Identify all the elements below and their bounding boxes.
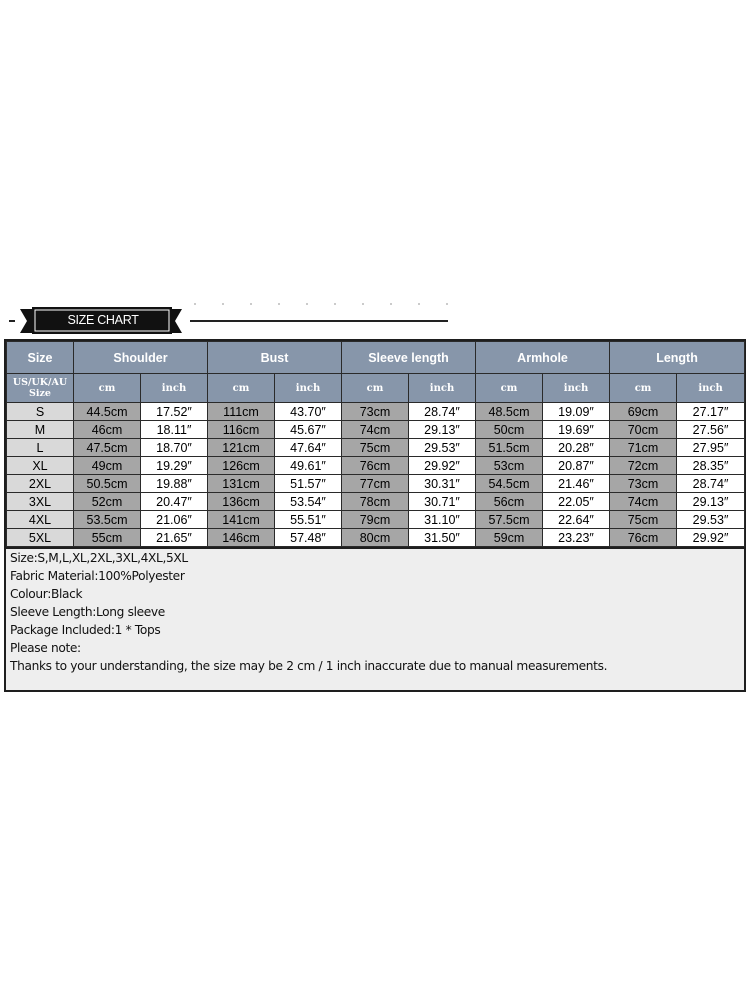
cell-armhole-cm: 59cm [476,529,543,547]
note-colour: Colour:Black [10,587,83,601]
note-fabric: Fabric Material:100%Polyester [10,569,185,583]
cell-sleeve-cm: 77cm [342,475,409,493]
cell-shoulder-inch: 18.70″ [141,439,208,457]
cell-sleeve-inch: 31.50″ [409,529,476,547]
header-shoulder: Shoulder [74,342,208,374]
cell-shoulder-inch: 20.47″ [141,493,208,511]
note-package: Package Included:1 * Tops [10,623,161,637]
unit-cm: cm [342,374,409,403]
cell-shoulder-inch: 21.65″ [141,529,208,547]
table-row [7,421,745,439]
cell-armhole-inch: 22.64″ [543,511,610,529]
cell-bust-inch: 47.64″ [275,439,342,457]
cell-bust-inch: 49.61″ [275,457,342,475]
cell-sleeve-cm: 78cm [342,493,409,511]
cell-bust-cm: 126cm [208,457,275,475]
cell-armhole-inch: 22.05″ [543,493,610,511]
table-row [7,511,745,529]
cell-armhole-inch: 21.46″ [543,475,610,493]
cell-armhole-inch: 23.23″ [543,529,610,547]
cell-length-cm: 75cm [610,511,677,529]
cell-shoulder-cm: 46cm [74,421,141,439]
cell-bust-cm: 111cm [208,403,275,421]
cell-sleeve-inch: 29.13″ [409,421,476,439]
product-notes [6,547,744,690]
table-row [7,529,745,547]
table-row [7,475,745,493]
cell-length-cm: 74cm [610,493,677,511]
cell-bust-inch: 45.67″ [275,421,342,439]
cell-armhole-cm: 54.5cm [476,475,543,493]
cell-size: 4XL [7,511,74,529]
banner-title: SIZE CHART [67,313,139,327]
cell-armhole-inch: 20.28″ [543,439,610,457]
cell-size: S [7,403,74,421]
cell-shoulder-inch: 19.29″ [141,457,208,475]
cell-shoulder-inch: 21.06″ [141,511,208,529]
cell-bust-cm: 131cm [208,475,275,493]
table-row [7,439,745,457]
cell-bust-inch: 43.70″ [275,403,342,421]
cell-size: M [7,421,74,439]
cell-bust-inch: 53.54″ [275,493,342,511]
table-row [7,493,745,511]
unit-inch: inch [141,374,208,403]
unit-cm: cm [74,374,141,403]
banner-left-dash [9,320,15,322]
cell-length-inch: 27.56″ [677,421,745,439]
cell-bust-cm: 116cm [208,421,275,439]
cell-length-cm: 70cm [610,421,677,439]
cell-bust-cm: 141cm [208,511,275,529]
cell-sleeve-inch: 30.31″ [409,475,476,493]
cell-size: 2XL [7,475,74,493]
cell-sleeve-cm: 73cm [342,403,409,421]
cell-length-inch: 29.92″ [677,529,745,547]
cell-length-inch: 28.74″ [677,475,745,493]
header-bust: Bust [208,342,342,374]
header-armhole: Armhole [476,342,610,374]
note-sleeve-length: Sleeve Length:Long sleeve [10,605,165,619]
cell-shoulder-inch: 18.11″ [141,421,208,439]
unit-inch: inch [677,374,745,403]
cell-armhole-cm: 50cm [476,421,543,439]
cell-armhole-cm: 48.5cm [476,403,543,421]
cell-length-cm: 73cm [610,475,677,493]
cell-sleeve-inch: 31.10″ [409,511,476,529]
cell-shoulder-cm: 49cm [74,457,141,475]
size-subheader: US/UK/AU Size [7,374,74,403]
cell-bust-cm: 121cm [208,439,275,457]
cell-armhole-cm: 51.5cm [476,439,543,457]
cell-length-inch: 27.17″ [677,403,745,421]
cell-sleeve-inch: 30.71″ [409,493,476,511]
header-size: Size [7,342,74,374]
cell-armhole-inch: 20.87″ [543,457,610,475]
note-please-note: Please note: [10,641,81,655]
cell-sleeve-cm: 76cm [342,457,409,475]
cell-length-inch: 29.13″ [677,493,745,511]
cell-sleeve-cm: 79cm [342,511,409,529]
note-sizes: Size:S,M,L,XL,2XL,3XL,4XL,5XL [10,551,188,565]
cell-sleeve-inch: 29.53″ [409,439,476,457]
size-chart-banner [0,306,470,336]
table-row [7,457,745,475]
cell-shoulder-cm: 47.5cm [74,439,141,457]
cell-bust-inch: 55.51″ [275,511,342,529]
unit-row [7,374,745,403]
cell-armhole-inch: 19.09″ [543,403,610,421]
table-row [7,403,745,421]
unit-inch: inch [409,374,476,403]
cell-sleeve-inch: 29.92″ [409,457,476,475]
cell-length-inch: 29.53″ [677,511,745,529]
cell-sleeve-cm: 75cm [342,439,409,457]
cell-size: 5XL [7,529,74,547]
cell-shoulder-inch: 17.52″ [141,403,208,421]
cell-shoulder-cm: 44.5cm [74,403,141,421]
cell-length-inch: 27.95″ [677,439,745,457]
cell-armhole-cm: 53cm [476,457,543,475]
cell-shoulder-inch: 19.88″ [141,475,208,493]
cell-bust-inch: 51.57″ [275,475,342,493]
cell-bust-cm: 136cm [208,493,275,511]
cell-sleeve-inch: 28.74″ [409,403,476,421]
cell-sleeve-cm: 80cm [342,529,409,547]
unit-inch: inch [543,374,610,403]
size-chart [4,339,746,692]
cell-length-cm: 72cm [610,457,677,475]
cell-shoulder-cm: 52cm [74,493,141,511]
cell-size: XL [7,457,74,475]
cell-bust-inch: 57.48″ [275,529,342,547]
banner-rule [190,320,448,322]
cell-shoulder-cm: 53.5cm [74,511,141,529]
unit-inch: inch [275,374,342,403]
unit-cm: cm [208,374,275,403]
cell-sleeve-cm: 74cm [342,421,409,439]
header-row [7,342,745,374]
cell-shoulder-cm: 55cm [74,529,141,547]
cell-armhole-cm: 56cm [476,493,543,511]
header-sleeve-length: Sleeve length [342,342,476,374]
note-measurement-disclaimer: Thanks to your understanding, the size may be 2 cm / 1 inch inaccurate due to manual measurements. [10,659,608,673]
cell-armhole-inch: 19.69″ [543,421,610,439]
header-length: Length [610,342,745,374]
size-table [6,341,745,547]
cell-bust-cm: 146cm [208,529,275,547]
cell-shoulder-cm: 50.5cm [74,475,141,493]
unit-cm: cm [610,374,677,403]
cell-size: 3XL [7,493,74,511]
cell-length-inch: 28.35″ [677,457,745,475]
cell-length-cm: 71cm [610,439,677,457]
unit-cm: cm [476,374,543,403]
cell-length-cm: 69cm [610,403,677,421]
cell-size: L [7,439,74,457]
cell-length-cm: 76cm [610,529,677,547]
cell-armhole-cm: 57.5cm [476,511,543,529]
